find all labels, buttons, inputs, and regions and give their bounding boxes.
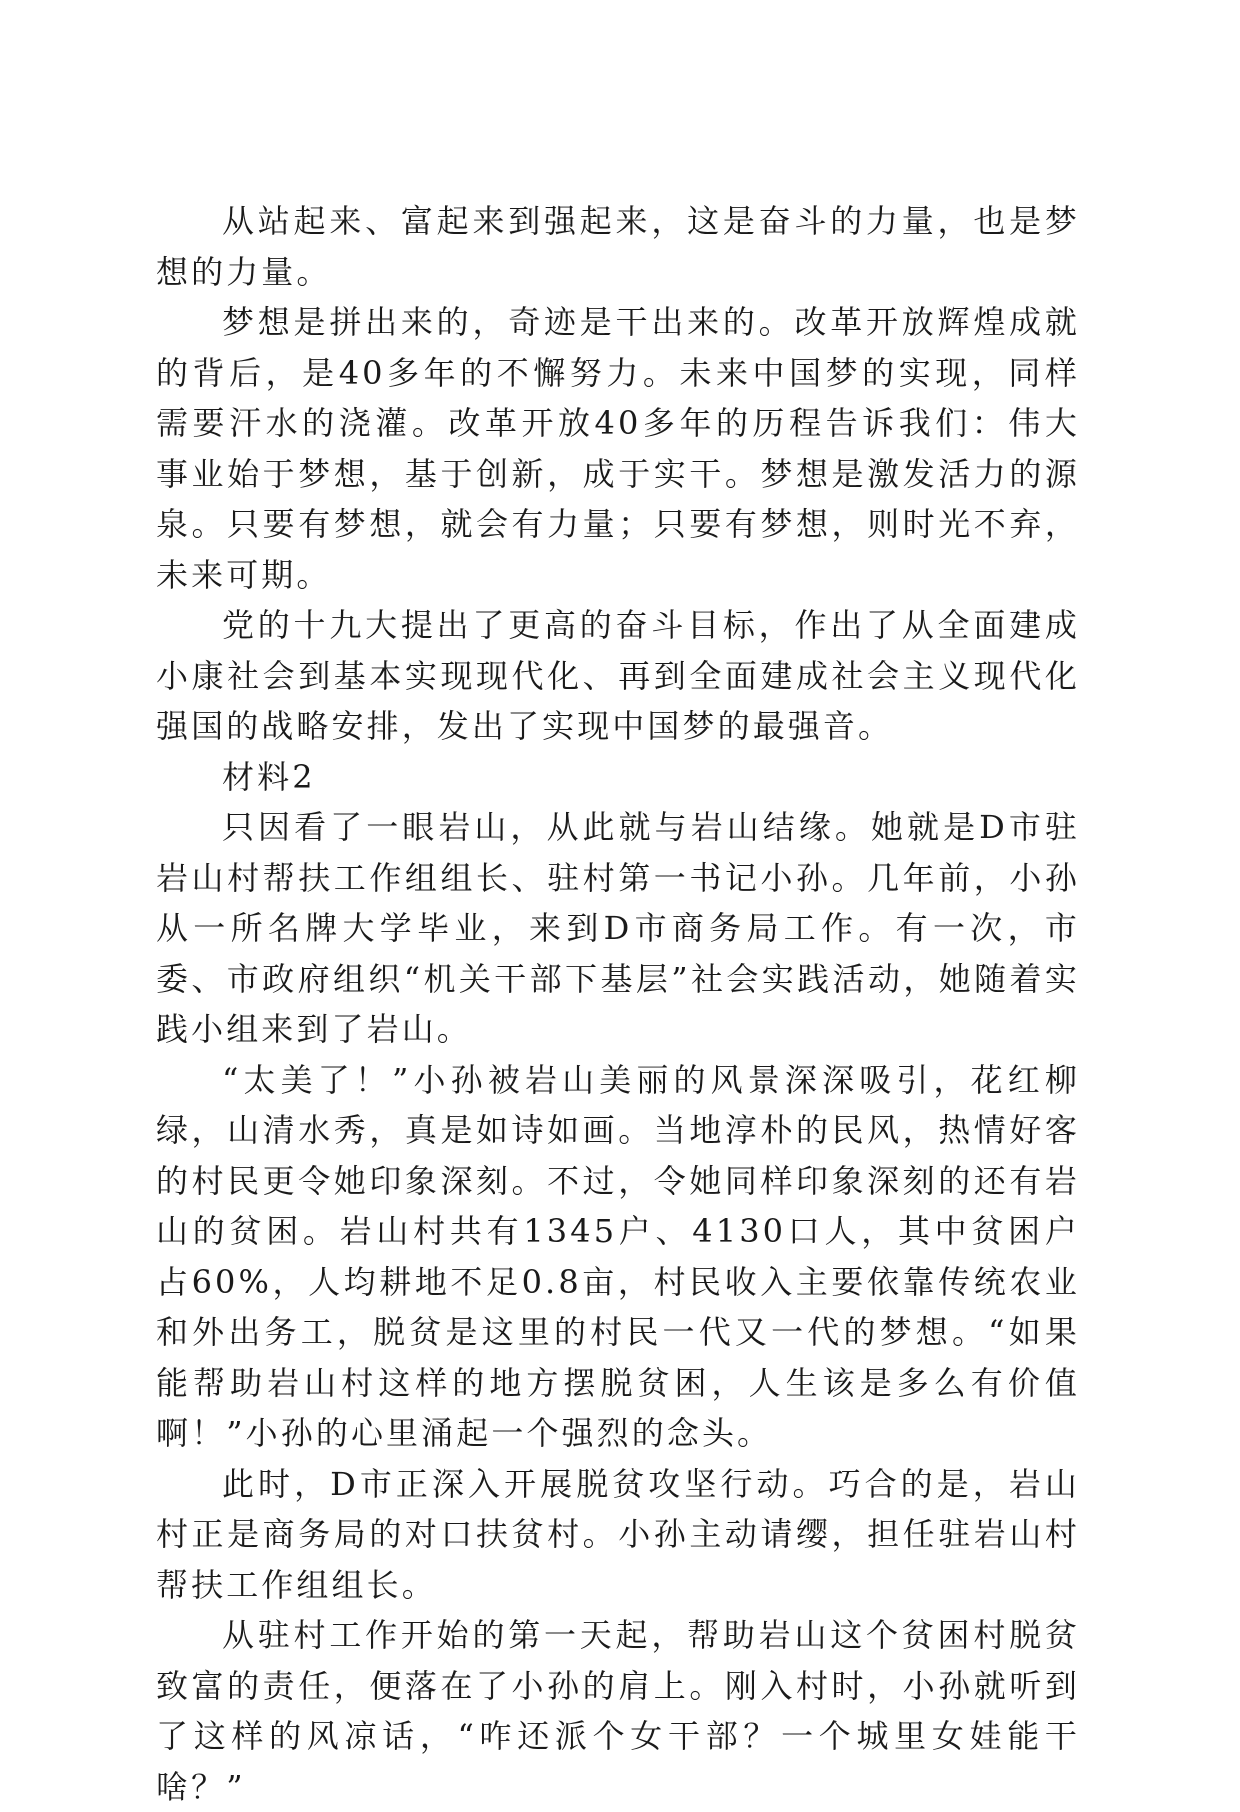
section-label-material-2: 材料2 [222, 757, 316, 796]
body-text [156, 196, 1080, 1812]
paragraph-6: 此时，D市正深入开展脱贫攻坚行动。巧合的是，岩山村正是商务局的对口扶贫村。小孙主动请缨，担任驻岩山村帮扶工作组组长。 [156, 1464, 1080, 1604]
paragraph-5: “太美了！”小孙被岩山美丽的风景深深吸引，花红柳绿，山清水秀，真是如诗如画。当地淳朴的民风，热情好客的村民更令她印象深刻。不过，令她同样印象深刻的还有岩山的贫困。岩山村共有1345户、4130口人，其中贫困户占60%，人均耕地不足0.8亩，村民收入主要依靠传统农业和外出务工，脱贫是这里的村民一代又一代的梦想。“如果能帮助岩山村这样的地方摆脱贫困，人生该是多么有价值啊！”小孙的心里涌起一个强烈的念头。 [156, 1060, 1080, 1452]
paragraph-7: 从驻村工作开始的第一天起，帮助岩山这个贫困村脱贫致富的责任，便落在了小孙的肩上。刚入村时，小孙就听到了这样的风凉话，“咋还派个女干部？一个城里女娃能干啥？” [156, 1616, 1080, 1806]
paragraph-1: 从站起来、富起来到强起来，这是奋斗的力量，也是梦想的力量。 [156, 202, 1080, 291]
paragraph-2: 梦想是拼出来的，奇迹是干出来的。改革开放辉煌成就的背后，是40多年的不懈努力。未来中国梦的实现，同样需要汗水的浇灌。改革开放40多年的历程告诉我们：伟大事业始于梦想，基于创新，成于实干。梦想是激发活力的源泉。只要有梦想，就会有力量；只要有梦想，则时光不弃，未来可期。 [156, 303, 1080, 594]
paragraph-3: 党的十九大提出了更高的奋斗目标，作出了从全面建成小康社会到基本实现现代化、再到全面建成社会主义现代化强国的战略安排，发出了实现中国梦的最强音。 [156, 606, 1080, 745]
paragraph-4: 只因看了一眼岩山，从此就与岩山结缘。她就是D市驻岩山村帮扶工作组组长、驻村第一书记小孙。几年前，小孙从一所名牌大学毕业，来到D市商务局工作。有一次，市委、市政府组织“机关干部下基层”社会实践活动，她随着实践小组来到了岩山。 [156, 808, 1080, 1048]
